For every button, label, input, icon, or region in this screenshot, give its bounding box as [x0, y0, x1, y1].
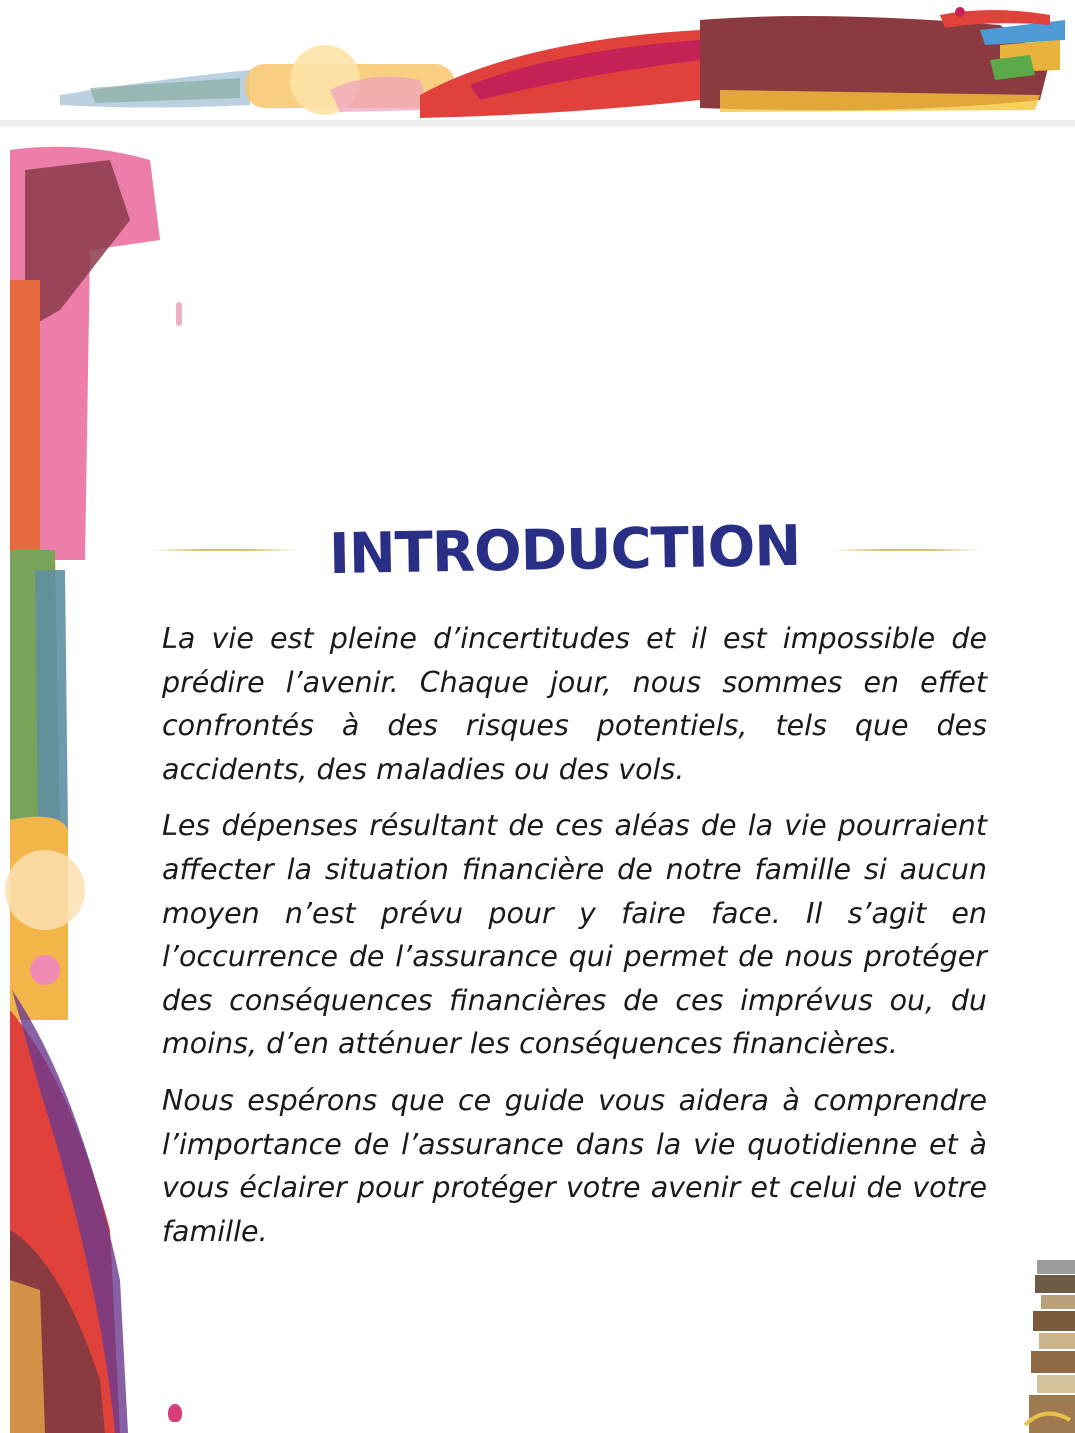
title-rule-left [150, 549, 299, 551]
book-stack-icon [1015, 1255, 1075, 1433]
paragraph-1: La vie est pleine d’incertitudes et il est impossible de prédire l’avenir. Chaque jour, nous sommes en effet confrontés à des risques potentiels, tels que des accidents, des maladies ou des vols. [162, 622, 987, 786]
left-brush-decoration [0, 130, 170, 1433]
pink-spot-decoration [176, 302, 182, 326]
top-divider [0, 120, 1075, 127]
paragraph-2: Les dépenses résultant de ces aléas de la vie pourraient affecter la situation financière de notre famille si aucun moyen n’est prévu pour y faire face. Il s’agit en l’occurrence de l’assurance qui permet de nous protéger des conséquences financières de ces imprévus ou, du moins, d’en atténuer les conséquences financières. [162, 809, 987, 1061]
introduction-body [162, 617, 987, 1266]
page-title: INTRODUCTION [328, 513, 802, 587]
title-rule-right [831, 549, 980, 551]
top-brush-decoration [0, 0, 1075, 128]
paragraph-3: Nous espérons que ce guide vous aidera à comprendre l’importance de l’assurance dans la vie quotidienne et à vous éclairer pour protéger votre avenir et celui de votre famille. [162, 1083, 987, 1248]
title-row [150, 505, 980, 595]
page-marker-icon [168, 1404, 182, 1422]
